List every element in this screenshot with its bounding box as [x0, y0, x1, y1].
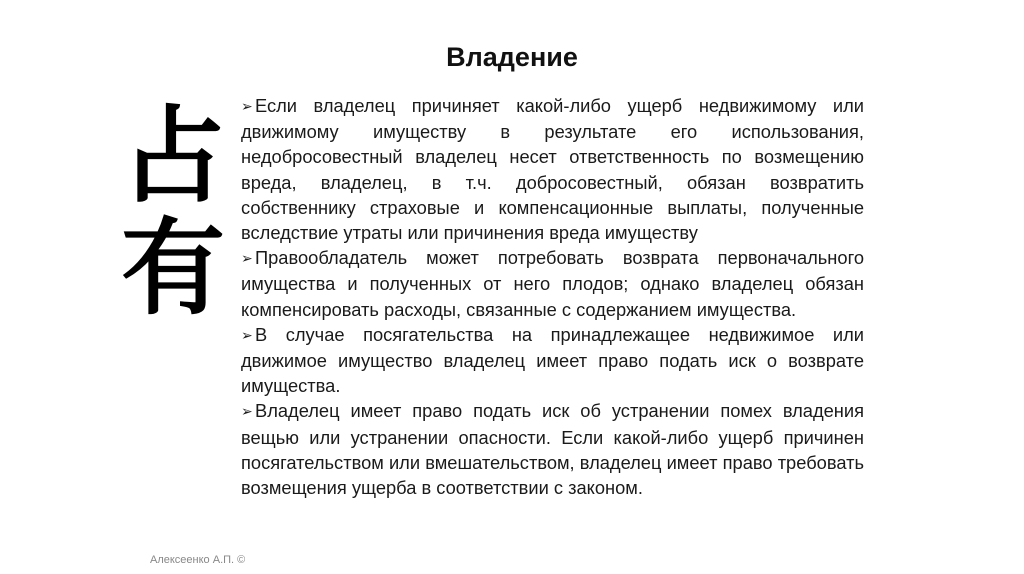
bullet-list: [241, 93, 864, 500]
footer-author: Алексеенко А.П. ©: [150, 554, 246, 566]
arrow-bullet-icon: ➢: [241, 403, 253, 420]
bullet-text: Если владелец причиняет какой-либо ущерб недвижимому или движимому имуществу в результате его использования, недобросовестный владелец несет ответственность по возмещению вреда, владелец, в т.ч. добросовестный, обязан возвратить собственнику страховые и компенсационные выплаты, полученные вследствие утраты или причинения вреда имуществу: [241, 95, 864, 244]
bullet-item: [241, 322, 864, 399]
bullet-text: Владелец имеет право подать иск об устранении помех владения вещью или устранении опасности. Если какой-либо ущерб причинен посягательством или вмешательством, владелец имеет право требовать возмещения ущерба в соответствии с законом.: [241, 400, 864, 499]
bullet-item: [241, 93, 864, 245]
kanji-char-2: 有: [120, 206, 225, 329]
bullet-text: В случае посягательства на принадлежащее недвижимое или движимое имущество владелец имеет право подать иск о возврате имущества.: [241, 323, 864, 397]
kanji-char-1: 占: [120, 94, 225, 217]
bullet-item: [241, 245, 864, 322]
kanji-column: [118, 94, 228, 329]
arrow-bullet-icon: ➢: [241, 98, 253, 114]
arrow-bullet-icon: ➢: [241, 326, 253, 343]
slide-title: Владение: [446, 42, 578, 72]
bullet-text: Правообладатель может потребовать возврата первоначального имущества и полученных от него плодов; однако владелец обязан компенсировать расходы, связанные с содержанием имущества.: [241, 247, 864, 320]
arrow-bullet-icon: ➢: [241, 250, 253, 267]
bullet-item: [241, 398, 864, 500]
